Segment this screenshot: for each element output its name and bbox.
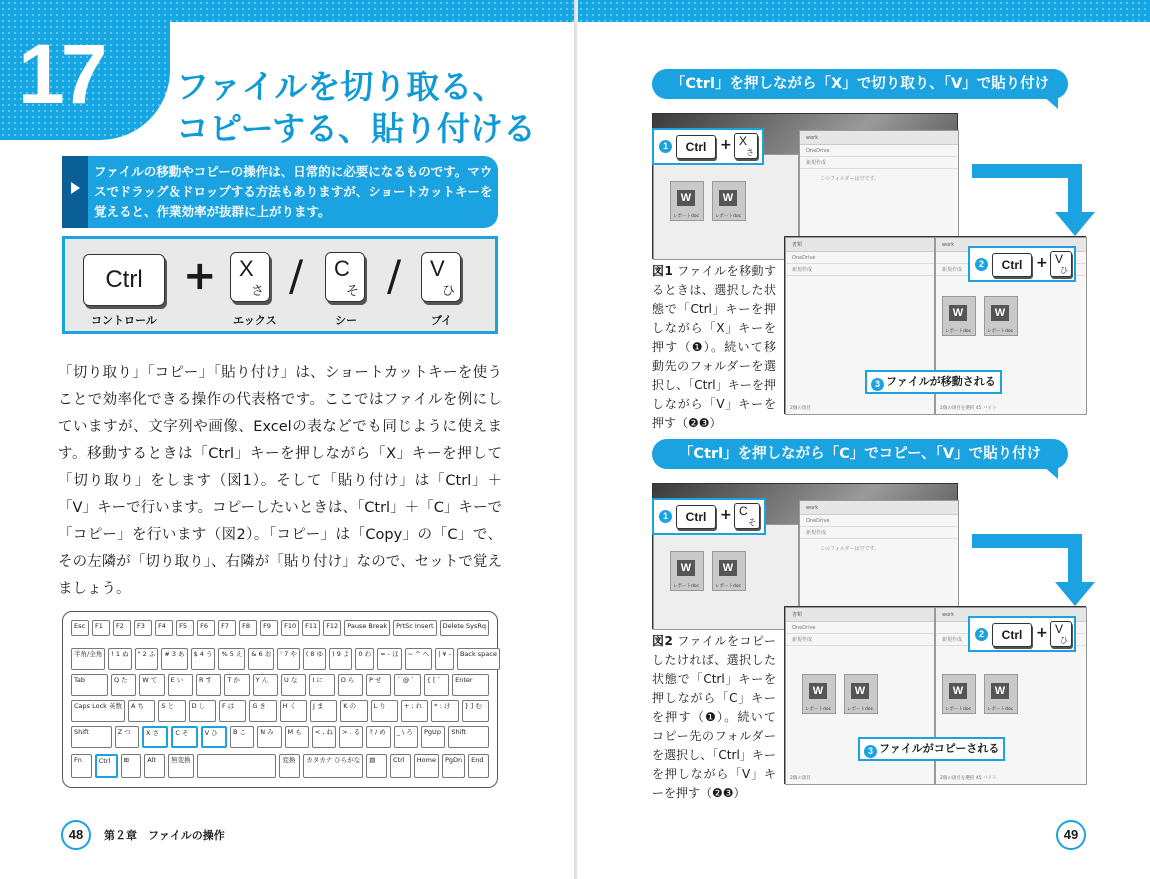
figure-label: 図1 [652, 264, 673, 278]
c-key-reading: シー [335, 314, 357, 327]
step-number: 2 [975, 628, 988, 641]
keyboard-key: ▤ [366, 754, 387, 778]
keyboard-key: | ¥ - [435, 648, 454, 670]
page-title [176, 66, 536, 150]
v-key-reading: ブイ [431, 314, 453, 327]
plus-sign: + [183, 253, 217, 299]
v-key: V ひ [1050, 621, 1072, 647]
keyboard-row [71, 674, 489, 696]
keyboard-key: ~ ^ へ [405, 648, 433, 670]
keyboard-key: N み [257, 726, 281, 748]
keyboard-key: End [468, 754, 489, 778]
figure1-step1-callout [652, 128, 764, 165]
keyboard-key: & 6 お [248, 648, 274, 670]
keyboard-key [197, 754, 277, 778]
keyboard-illustration [62, 611, 498, 788]
keyboard-key: Delete SysRq [440, 620, 489, 636]
keyboard-key: Alt [144, 754, 165, 778]
figure2-banner: 「Ctrl」を押しながら「C」でコピー、「V」で貼り付け [652, 439, 1068, 469]
keyboard-key: V ひ [201, 726, 227, 748]
word-file-icon: W レポートdoc [942, 674, 976, 714]
keyboard-key: > . る [339, 726, 363, 748]
keyboard-key: PrtSc Insert [393, 620, 436, 636]
left-page [0, 0, 574, 879]
status-bar: 2個の項目を選択 45 バイト [940, 406, 997, 411]
page-number: 49 [1056, 820, 1086, 850]
shortcut-keys-box [62, 236, 498, 334]
x-key-letter: X [239, 256, 254, 281]
keyboard-key: Shift [448, 726, 489, 748]
x-key: X さ [734, 133, 758, 159]
caption-text: ファイルをコピーしたければ、選択した状態で「Ctrl」キーを押しながら「C」キーを押す（❶）。続いてコピー先のフォルダーを選択し、「Ctrl」キーを押しながら「V」キーを押す（❷❸） [652, 634, 776, 800]
keyboard-key: P せ [366, 674, 391, 696]
keyboard-key: * : け [431, 700, 458, 722]
play-arrow-icon [71, 182, 80, 194]
keyboard-key: 変換 [279, 754, 300, 778]
keyboard-key: PgDn [442, 754, 465, 778]
flow-arrow-vertical [1068, 534, 1082, 584]
keyboard-key: F12 [323, 620, 341, 636]
keyboard-key: Fn [71, 754, 92, 778]
keyboard-key: C そ [171, 726, 197, 748]
ctrl-key-reading: コントロール [91, 314, 157, 327]
keyboard-key: F11 [302, 620, 320, 636]
page-number: 48 [61, 820, 91, 850]
keyboard-key: F1 [92, 620, 110, 636]
keyboard-key: _ \ ろ [394, 726, 418, 748]
figure2-step2-callout [968, 616, 1076, 652]
x-key-kana: さ [250, 284, 264, 299]
empty-folder-text: このフォルダーは空です。 [820, 176, 880, 182]
word-file-icon: W レポートdoc [712, 551, 746, 591]
slash-separator: / [387, 251, 402, 300]
figure1-step2-callout [968, 246, 1076, 282]
keyboard-key: T か [224, 674, 249, 696]
intro-text: ファイルの移動やコピーの操作は、日常的に必要になるものです。マウスでドラッグ＆ドロップする方法もありますが、ショートカットキーを覚えると、作業効率が抜群に上がります。 [94, 164, 493, 219]
step-number: 1 [659, 510, 672, 523]
c-key-kana: そ [345, 284, 359, 299]
figure1-caption [652, 262, 776, 433]
v-key: V ひ [1050, 251, 1072, 277]
keyboard-key: < , ね [312, 726, 336, 748]
keyboard-key: 0 わ [355, 648, 374, 670]
keyboard-key: Back space [457, 648, 500, 670]
word-file-icon: W レポートdoc [984, 296, 1018, 336]
keyboard-key: { [ ゜ [424, 674, 449, 696]
keyboard-key: # 3 あ [161, 648, 187, 670]
arrow-down-icon [1055, 582, 1095, 606]
x-key-reading: エックス [233, 314, 277, 327]
keyboard-row [71, 754, 489, 778]
v-key-kana: ひ [441, 284, 455, 299]
keyboard-key: Ctrl [390, 754, 411, 778]
word-file-icon: W レポートdoc [670, 551, 704, 591]
address-bar: OneDrive [786, 252, 934, 264]
keyboard-key: F10 [281, 620, 299, 636]
keyboard-key: Tab [71, 674, 108, 696]
keyboard-key: F7 [218, 620, 236, 636]
word-file-icon: W レポートdoc [844, 674, 878, 714]
keyboard-key: + ; れ [401, 700, 428, 722]
keyboard-row [71, 620, 489, 636]
ctrl-key: Ctrl [83, 254, 165, 306]
keyboard-key: F4 [155, 620, 173, 636]
keyboard-key: B こ [230, 726, 254, 748]
keyboard-key: Y ん [253, 674, 278, 696]
c-key-letter: C [334, 256, 350, 281]
source-folder [653, 154, 799, 260]
title-line-2: コピーする、貼り付ける [176, 109, 537, 148]
c-key [325, 252, 365, 302]
keyboard-key: F は [219, 700, 246, 722]
keyboard-row [71, 700, 489, 722]
keyboard-key: ( 8 ゆ [303, 648, 326, 670]
keyboard-key: ' 7 や [277, 648, 300, 670]
v-key [421, 252, 461, 302]
keyboard-key: X さ [142, 726, 168, 748]
intro-bar [62, 156, 88, 228]
source-folder [653, 524, 799, 630]
keyboard-key: L り [371, 700, 398, 722]
step-number: 3 [864, 745, 877, 758]
flow-arrow-horizontal [972, 164, 1082, 178]
keyboard-key: Enter [452, 674, 489, 696]
keyboard-key: M も [285, 726, 309, 748]
figure2-step1-callout [652, 498, 766, 535]
empty-folder-text: このフォルダーは空です。 [820, 546, 880, 552]
word-file-icon: W レポートdoc [942, 296, 976, 336]
toolbar: 新規作成 [800, 527, 958, 539]
keyboard-key: E い [168, 674, 193, 696]
keyboard-key: ` @ ゛ [394, 674, 420, 696]
window-tab: 書類 [786, 608, 934, 622]
keyboard-key: $ 4 う [191, 648, 216, 670]
window-tab: work [800, 131, 958, 145]
keyboard-key: F3 [134, 620, 152, 636]
keyboard-key: ? / め [366, 726, 390, 748]
window-tab: work [936, 608, 1086, 622]
keyboard-key: S と [158, 700, 185, 722]
word-file-icon: W レポートdoc [802, 674, 836, 714]
slash-separator: / [289, 251, 304, 300]
window-tab: 書類 [786, 238, 934, 252]
window-tab: work [936, 238, 1086, 252]
toolbar: 新規作成 [786, 634, 934, 646]
keyboard-key: 半角/全角 [71, 648, 105, 670]
keyboard-key: R す [196, 674, 221, 696]
step-number: 1 [659, 140, 672, 153]
keyboard-key: 無変換 [168, 754, 194, 778]
address-bar: OneDrive [786, 622, 934, 634]
figure1-banner: 「Ctrl」を押しながら「X」で切り取り、「V」で貼り付け [652, 69, 1068, 99]
intro-box [62, 156, 498, 228]
window-tab: work [800, 501, 958, 515]
keyboard-key: O ら [338, 674, 363, 696]
keyboard-key: K の [340, 700, 367, 722]
keyboard-key: " 2 ふ [135, 648, 159, 670]
plus-sign: + [720, 507, 732, 523]
keyboard-key: U な [281, 674, 306, 696]
c-key: C そ [734, 503, 760, 529]
top-decoration-strip [578, 0, 1150, 22]
section-number: 17 [18, 27, 104, 121]
keyboard-key: カタカナ ひらがな [303, 754, 363, 778]
figure1-result-label: 3 ファイルが移動される [865, 370, 1002, 394]
status-bar: 2個の項目を選択 45 バイト [940, 776, 997, 781]
plus-sign: + [1036, 625, 1048, 641]
keyboard-key: G き [249, 700, 276, 722]
flow-arrow-vertical [1068, 164, 1082, 214]
caption-text: ファイルを移動するときは、選択した状態で「Ctrl」キーを押しながら「X」キーを押す（❶）。続いて移動先のフォルダーを選択し、「Ctrl」キーを押しながら「V」キーを押す（❷❸） [652, 264, 776, 430]
status-bar: 2個の項目 [790, 776, 811, 781]
figure2-result-label: 3 ファイルがコピーされる [858, 737, 1005, 761]
figure-label: 図2 [652, 634, 673, 648]
toolbar: 新規作成 [786, 264, 934, 276]
keyboard-key: H く [280, 700, 307, 722]
right-page [578, 0, 1150, 879]
plus-sign: + [1036, 255, 1048, 271]
keyboard-key: F2 [113, 620, 131, 636]
word-file-icon: W レポートdoc [670, 181, 704, 221]
keyboard-row [71, 648, 497, 670]
keyboard-key: Shift [71, 726, 112, 748]
flow-arrow-horizontal [972, 534, 1082, 548]
keyboard-key: I に [309, 674, 334, 696]
keyboard-key: A ち [128, 700, 155, 722]
keyboard-key: F8 [239, 620, 257, 636]
status-bar: 2個の項目 [790, 406, 811, 411]
keyboard-key: } ] む [462, 700, 489, 722]
keyboard-key: Q た [111, 674, 136, 696]
keyboard-key: D し [189, 700, 216, 722]
step-number: 3 [871, 378, 884, 391]
keyboard-row [71, 726, 489, 748]
step-number: 2 [975, 258, 988, 271]
keyboard-key: Ctrl [95, 754, 118, 778]
ctrl-key: Ctrl [676, 505, 716, 529]
keyboard-key: F9 [260, 620, 278, 636]
keyboard-key: ! 1 ぬ [108, 648, 131, 670]
keyboard-key: W て [139, 674, 164, 696]
keyboard-key: Caps Lock 英数 [71, 700, 125, 722]
ctrl-key: Ctrl [676, 135, 716, 159]
title-line-1: ファイルを切り取る、 [176, 67, 506, 106]
toolbar: 新規作成 [800, 157, 958, 169]
keyboard-key: ⊞ [121, 754, 142, 778]
word-file-icon: W レポートdoc [712, 181, 746, 221]
keyboard-key: = - ほ [377, 648, 401, 670]
ctrl-key: Ctrl [992, 253, 1032, 277]
keyboard-key: PgUp [421, 726, 445, 748]
keyboard-key: F6 [197, 620, 215, 636]
toolbar: 新規作成 [936, 634, 1086, 646]
keyboard-key: Esc [71, 620, 89, 636]
v-key-letter: V [430, 256, 445, 281]
address-bar: OneDrive [800, 515, 958, 527]
chapter-label: 第２章 ファイルの操作 [104, 829, 225, 842]
keyboard-key: ) 9 よ [329, 648, 352, 670]
word-file-icon: W レポートdoc [984, 674, 1018, 714]
keyboard-key: J ま [310, 700, 337, 722]
keyboard-key: F5 [176, 620, 194, 636]
address-bar: OneDrive [800, 145, 958, 157]
x-key [230, 252, 270, 302]
keyboard-key: Pause Break [344, 620, 390, 636]
arrow-down-icon [1055, 212, 1095, 236]
figure2-caption [652, 632, 776, 803]
plus-sign: + [720, 137, 732, 153]
body-paragraph: 「切り取り」「コピー」「貼り付け」は、ショートカットキーを使うことで効率化できる操作の代表格です。ここではファイルを例にしていますが、文字列や画像、Excelの表などでも同じように使えます。移動するときは「Ctrl」キーを押しながら「X」キーを押して「切り取り」をします（図1）。そして「貼り付け」は「Ctrl」＋「V」キーで行います。コピーしたいときは、「Ctrl」＋「C」キーで「コピー」を行います（図2）。「コピー」は「Copy」の「C」で、その左隣が「切り取り」、右隣が「貼り付け」なので、セットで覚えましょう。 [58, 365, 502, 597]
ctrl-key: Ctrl [992, 623, 1032, 647]
toolbar: 新規作成 [936, 264, 1086, 276]
section-number-block [0, 0, 170, 140]
keyboard-key: Home [414, 754, 439, 778]
keyboard-key: Z つ [115, 726, 139, 748]
keyboard-key: % 5 え [218, 648, 245, 670]
